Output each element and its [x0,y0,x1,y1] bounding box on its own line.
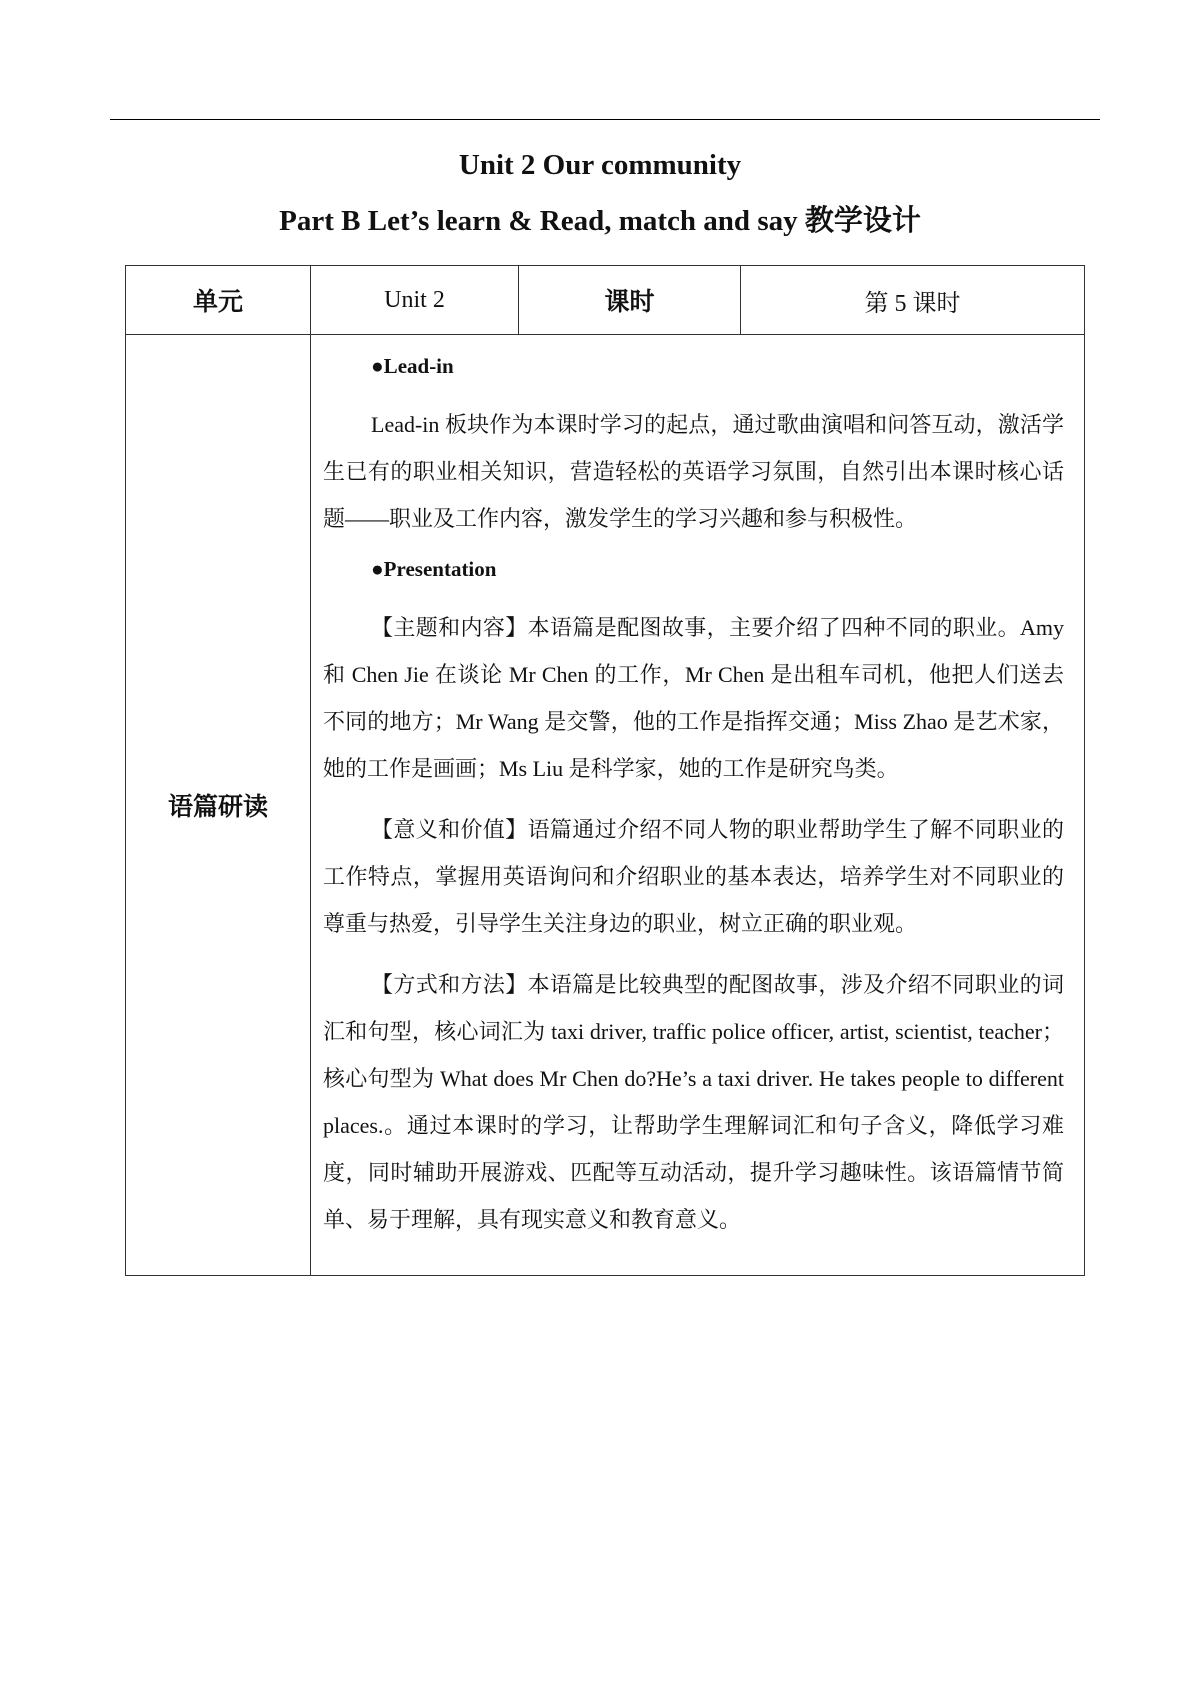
text-analysis-content [311,335,1085,1276]
unit-value: Unit 2 [311,266,519,335]
section-heading-presentation: ●Presentation [371,557,497,581]
text-analysis-label: 语篇研读 [126,335,311,1276]
table-header-row [126,266,1085,335]
period-value: 第 5 课时 [741,266,1085,335]
unit-label: 单元 [126,266,311,335]
period-label: 课时 [519,266,741,335]
document-title: Unit 2 Our community [458,149,742,181]
text-analysis-row [126,335,1085,1276]
leadin-paragraph: Lead-in 板块作为本课时学习的起点，通过歌曲演唱和问答互动，激活学生已有的职业相关知识，营造轻松的英语学习氛围，自然引出本课时核心话题——职业及工作内容，激发学生的学习兴趣和参与积极性。 [323,412,1064,531]
theme-content-paragraph: 【主题和内容】本语篇是配图故事，主要介绍了四种不同的职业。Amy 和 Chen Jie 在谈论 Mr Chen 的工作，Mr Chen 是出租车司机，他把人们送去不同的地方；Mr Wang 是交警，他的工作是指挥交通；Miss Zhao 是艺术家，她的工作是画画；Ms Liu 是科学家，她的工作是研究鸟类。 [323,615,1064,781]
meaning-value-paragraph: 【意义和价值】语篇通过介绍不同人物的职业帮助学生了解不同职业的工作特点，掌握用英语询问和介绍职业的基本表达，培养学生对不同职业的尊重与热爱，引导学生关注身边的职业，树立正确的职业观。 [323,817,1064,936]
header-rule [110,119,1100,120]
method-paragraph: 【方式和方法】本语篇是比较典型的配图故事，涉及介绍不同职业的词汇和句型，核心词汇为 taxi driver, traffic police officer, artist, scientist, teacher；核心句型为 What does Mr Chen do?He’s a taxi driver. He takes people to different places.。通过本课时的学习，让帮助学生理解词汇和句子含义，降低学习难度，同时辅助开展游戏、匹配等互动活动，提升学习趣味性。该语篇情节简单、易于理解，具有现实意义和教育意义。 [323,972,1064,1232]
section-heading-leadin: ●Lead-in [371,354,454,378]
lesson-design-table [125,265,1085,1276]
document-subtitle: Part B Let’s learn & Read, match and say 教学设计 [279,205,921,237]
